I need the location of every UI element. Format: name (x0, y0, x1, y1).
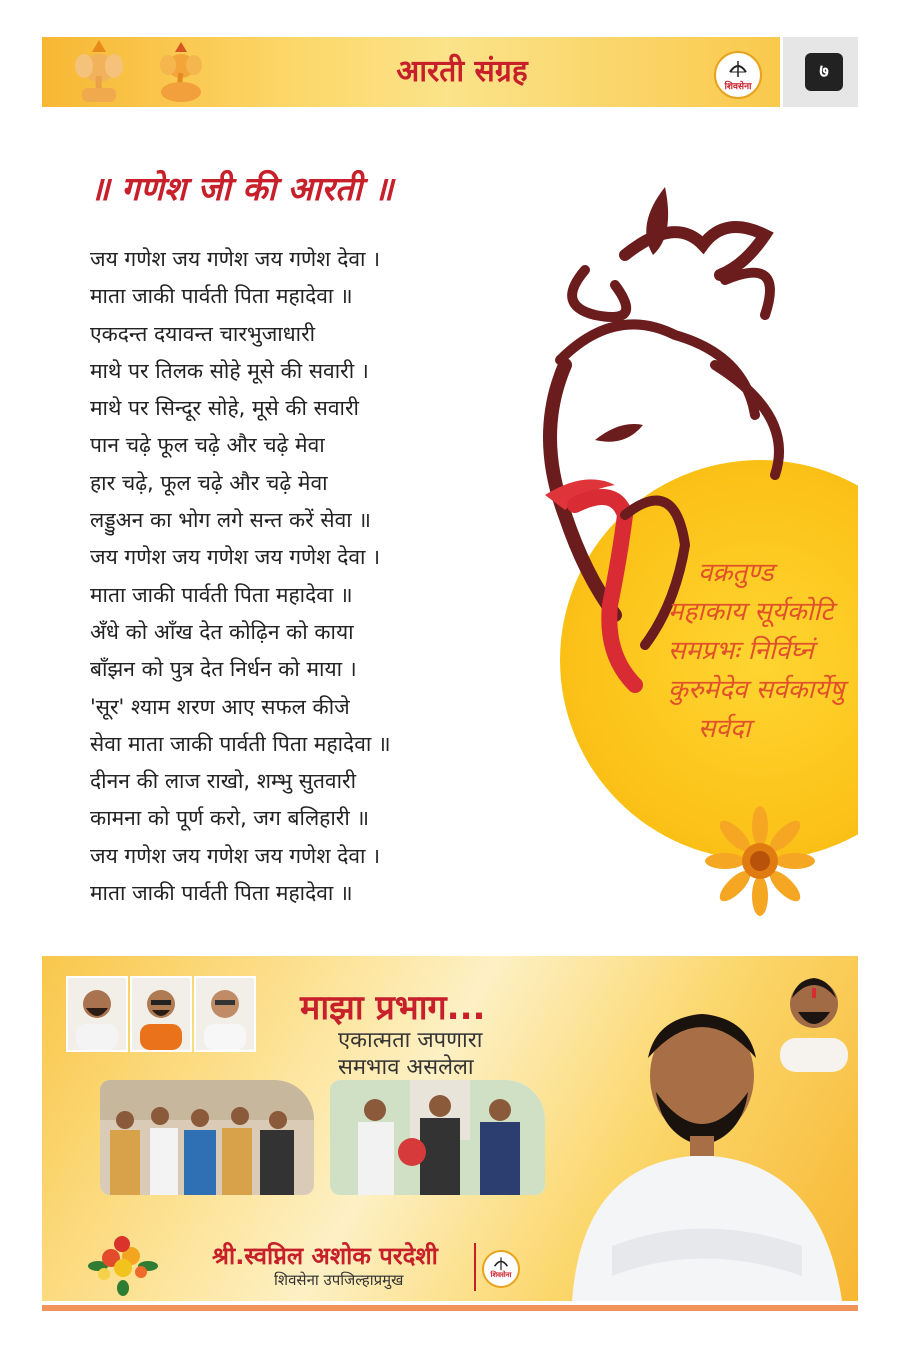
verse-line: माथे पर सिन्दूर सोहे, मूसे की सवारी (90, 396, 359, 421)
logo-label: शिवसेना (724, 82, 752, 92)
verse-line: 'सूर' श्याम शरण आए सफल कीजे (90, 694, 350, 719)
banner-subline: समभाव असलेला (338, 1055, 474, 1080)
shloka-line: महाकाय सूर्यकोटि (668, 597, 834, 627)
verse-line: हार चढ़े, फूल चढ़े और चढ़े मेवा (90, 470, 328, 495)
event-photo (100, 1080, 314, 1195)
person-icon (132, 978, 190, 1050)
felicitation-photo-icon (330, 1080, 545, 1195)
shloka-line: वक्रतुण्ड (698, 558, 774, 588)
shloka-line: सर्वदा (698, 714, 751, 744)
banner-subline: एकात्मता जपणारा (338, 1028, 483, 1053)
verse-line: कामना को पूर्ण करो, जग बलिहारी ॥ (90, 806, 370, 831)
verse-line: माता जाकी पार्वती पिता महादेवा ॥ (90, 881, 353, 906)
divider (474, 1243, 476, 1291)
verse-line: एकदन्त दयावन्त चारभुजाधारी (90, 321, 316, 346)
verse-line: जय गणेश जय गणेश जय गणेश देवा । (90, 545, 381, 570)
shivsena-logo (714, 51, 762, 99)
person-icon (552, 996, 862, 1301)
verse-line: अँधे को आँख देत कोढ़िन को काया (90, 619, 354, 644)
verse-line: बाँझन को पुत्र देत निर्धन को माया । (90, 657, 357, 682)
verse-line: माता जाकी पार्वती पिता महादेवा ॥ (90, 582, 353, 607)
verse-line: माथे पर तिलक सोहे मूसे की सवारी । (90, 358, 369, 383)
banner-heading: माझा प्रभाग... (300, 988, 486, 1028)
person-icon (196, 978, 254, 1050)
banner-bottom-rule (42, 1305, 858, 1311)
ganesha-idol-icon (146, 40, 216, 104)
sanskrit-shloka (668, 554, 858, 749)
verse-line: सेवा माता जाकी पार्वती पिता महादेवा ॥ (90, 731, 391, 756)
header-band (42, 37, 780, 107)
person-icon (68, 978, 126, 1050)
verse-line: माता जाकी पार्वती पिता महादेवा ॥ (90, 284, 353, 309)
leader-portrait (66, 976, 128, 1052)
shloka-line: समप्रभः निर्विघ्नं (668, 636, 814, 666)
marigold-flower-icon (705, 806, 815, 916)
group-photo-icon (100, 1080, 314, 1195)
candidate-designation: शिवसेना उपजिल्हाप्रमुख (274, 1271, 404, 1289)
page-number: ७ (805, 53, 843, 91)
leader-portrait (130, 976, 192, 1052)
ganesha-idol-icon (64, 40, 134, 104)
verse-line: जय गणेश जय गणेश जय गणेश देवा । (90, 843, 381, 868)
verse-line: दीनन की लाज राखो, शम्भु सुतवारी (90, 769, 357, 794)
header-title: आरती संग्रह (396, 54, 528, 89)
sun-clip (858, 440, 900, 900)
shivsena-logo (482, 1250, 520, 1288)
logo-label: शिवसेना (490, 1271, 512, 1279)
candidate-photo (552, 996, 862, 1301)
leader-portrait (194, 976, 256, 1052)
verse-line: लड्डुअन का भोग लगे सन्त करें सेवा ॥ (90, 508, 371, 533)
verse-line: पान चढ़े फूल चढ़े और चढ़े मेवा (90, 433, 325, 458)
event-photo (330, 1080, 545, 1195)
promo-banner (42, 956, 858, 1301)
verse-line: जय गणेश जय गणेश जय गणेश देवा । (90, 247, 381, 271)
flower-bouquet-icon (86, 1226, 160, 1296)
candidate-name: श्री.स्वप्निल अशोक परदेशी (212, 1242, 438, 1270)
bow-arrow-icon (493, 1255, 509, 1271)
shloka-line: कुरुमेदेव सर्वकार्येषु (668, 675, 845, 705)
aarti-title: ॥ गणेश जी की आरती ॥ (90, 169, 394, 208)
bow-arrow-icon (728, 58, 748, 78)
aarti-verses (90, 241, 530, 912)
